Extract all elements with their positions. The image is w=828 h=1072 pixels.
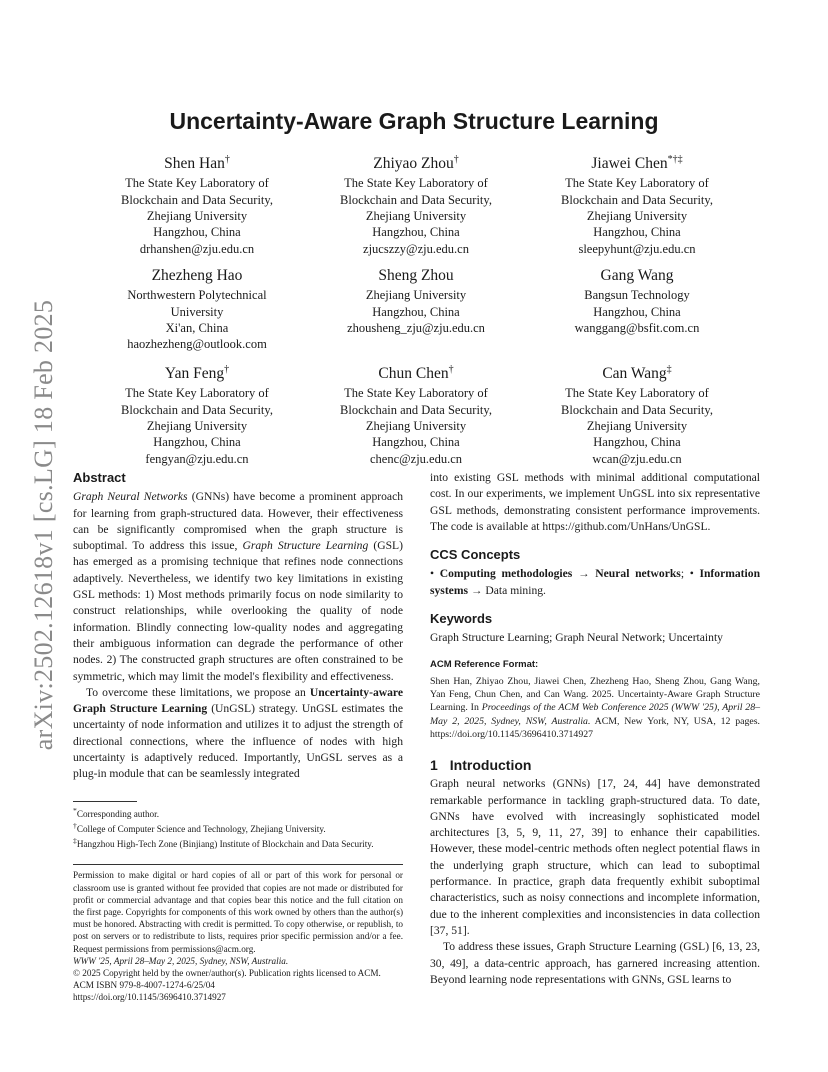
abstract-heading: Abstract — [73, 470, 126, 485]
affiliation-line: Blockchain and Data Security, — [121, 402, 273, 417]
abstract-paragraph-2 — [73, 685, 403, 783]
reference-format: Shen Han, Zhiyao Zhou, Jiawei Chen, Zhezheng Hao, Sheng Zhou, Gang Wang, Yan Feng, Chun Chen, and Can Wang. 2025. Uncertainty-Aware Graph Structure Learning. In Proceedings of the ACM Web Conference 2025 (WWW '25), April 28–May 2, 2025, Sydney, NSW, Australia. ACM, New York, NY, USA, 12 pages. https://doi.org/10.1145/3696410.3714927 — [430, 675, 761, 740]
author-name: Zhezheng Hao — [151, 267, 243, 285]
author-card — [311, 262, 521, 336]
paper-title: Uncertainty-Aware Graph Structure Learning — [169, 108, 659, 134]
copyright-line: © 2025 Copyright held by the owner/author(s). Publication rights licensed to ACM. — [73, 968, 381, 979]
author-name: Sheng Zhou — [378, 267, 454, 285]
footnote — [73, 820, 403, 835]
author-email[interactable]: sleepyhunt@zju.edu.cn — [578, 241, 696, 256]
affiliation-line: Hangzhou, China — [372, 225, 460, 240]
affiliation-line: Xi'an, China — [165, 320, 229, 335]
affiliation-line: The State Key Laboratory of — [344, 386, 488, 401]
author-name: Zhiyao Zhou — [373, 155, 454, 173]
abstract-text: To overcome these limitations, we propose an — [86, 685, 310, 699]
affiliation-line: Bangsun Technology — [584, 288, 690, 303]
left-column — [73, 470, 403, 1004]
doi-link[interactable]: https://doi.org/10.1145/3696410.3714927 — [73, 992, 226, 1003]
arxiv-identifier: arXiv:2502.12618v1 [cs.LG] 18 Feb 2025 — [29, 299, 58, 751]
footnote-mark: ‡ — [73, 836, 77, 846]
venue-line: WWW '25, April 28–May 2, 2025, Sydney, NSW, Australia. — [73, 955, 289, 966]
author-name: Yan Feng — [164, 365, 225, 383]
affiliation-line: Zhejiang University — [365, 288, 467, 303]
abstract-text: (UnGSL) strategy. UnGSL estimates the uncertainty of node information and utilizes it to adjust the strength of directional connections, where the influence of nodes with high uncertainty is adaptively reduced. Importantly, UnGSL serves as a plug-in module that can be seamlessly integrated — [73, 702, 403, 781]
affiliation-line: Hangzhou, China — [593, 435, 681, 450]
ccs-concepts: • Computing methodologies → Neural networks; • Information systems → Data mining. — [430, 567, 761, 597]
affiliation-line: Blockchain and Data Security, — [561, 192, 713, 207]
affiliation-line: The State Key Laboratory of — [565, 176, 709, 191]
author-card — [311, 360, 521, 467]
permission-rule — [73, 864, 403, 865]
affiliation-line: Blockchain and Data Security, — [340, 402, 492, 417]
author-email[interactable]: fengyan@zju.edu.cn — [145, 451, 249, 466]
affiliation-line: University — [170, 304, 224, 319]
abstract-text: (GSL) has emerged as a promising technique that refines node connections adaptively. Nevertheless, we identify two key limitations in existing GSL methods: 1) Most methods primarily focus on node similarity to construct relationships, while overlooking the quality of node information. Blindly connecting low-quality nodes and aggregating their ambiguous information can degrade the performance of other nodes. 2) The constructed graph structures are often constrained to be symmetric, which may limit the model's flexibility and effectiveness. — [73, 539, 403, 683]
affiliation-line: Hangzhou, China — [372, 435, 460, 450]
intro-paragraph-2: To address these issues, Graph Structure Learning (GSL) [6, 13, 23, 30, 49], a data-centric approach, has garnered increasing attention. Beyond learning node representations with GNNs, GSL learns to — [430, 940, 760, 986]
affiliation-line: Hangzhou, China — [593, 304, 681, 319]
keywords-heading: Keywords — [430, 611, 493, 627]
affiliation-line: Hangzhou, China — [372, 304, 460, 319]
affiliation-line: Zhejiang University — [365, 418, 467, 433]
author-card — [92, 262, 302, 353]
affiliation-line: Zhejiang University — [586, 208, 688, 223]
affiliation-line: Zhejiang University — [586, 418, 688, 433]
author-name: Gang Wang — [600, 267, 674, 285]
footnote-mark: † — [73, 820, 77, 830]
affiliation-line: Blockchain and Data Security, — [121, 192, 273, 207]
arxiv-side-label-wrap — [26, 290, 62, 760]
intro-heading: 1 Introduction — [430, 756, 532, 773]
author-mark: † — [224, 154, 230, 165]
affiliation-line: Hangzhou, China — [153, 225, 241, 240]
footnote-rule — [73, 801, 137, 802]
affiliation-line: Blockchain and Data Security, — [561, 402, 713, 417]
author-name: Chun Chen — [378, 365, 449, 383]
author-mark: † — [448, 364, 454, 375]
affiliation-line: The State Key Laboratory of — [565, 386, 709, 401]
footnote-text: College of Computer Science and Technology, Zhejiang University. — [76, 823, 326, 834]
footnote-mark: * — [73, 805, 77, 815]
author-name: Jiawei Chen — [591, 155, 668, 173]
term-gnn: Graph Neural Networks — [73, 490, 188, 504]
author-mark: *†‡ — [667, 154, 683, 165]
affiliation-line: The State Key Laboratory of — [125, 386, 269, 401]
author-email[interactable]: chenc@zju.edu.cn — [369, 451, 463, 466]
author-mark: † — [224, 364, 230, 375]
affiliation-line: The State Key Laboratory of — [125, 176, 269, 191]
footnote-text: Hangzhou High-Tech Zone (Binjiang) Institute of Blockchain and Data Security. — [76, 839, 374, 850]
affiliation-line: The State Key Laboratory of — [344, 176, 488, 191]
affiliation-line: Blockchain and Data Security, — [340, 192, 492, 207]
author-email[interactable]: zhousheng_zju@zju.edu.cn — [347, 320, 485, 335]
author-name: Shen Han — [164, 155, 225, 173]
permission-block — [73, 869, 403, 1003]
ccs-heading: CCS Concepts — [430, 547, 521, 563]
author-card — [532, 262, 742, 336]
author-email[interactable]: zjucszzy@zju.edu.cn — [363, 241, 469, 256]
author-card — [532, 360, 742, 467]
author-mark: † — [453, 154, 459, 165]
abstract-paragraph-3: into existing GSL methods with minimal additional computational cost. In our experiments, we implement UnGSL into six representative GSL methods, demonstrating consistent performance improvements. The code is available at https://github.com/UnHans/UnGSL. — [430, 471, 760, 533]
author-email[interactable]: wanggang@bsfit.com.cn — [574, 320, 700, 335]
abstract-text: (GNNs) have become a prominent approach for learning from graph-structured data. However, their effectiveness can be significantly compromised when the graph structure is suboptimal. To address this issue, — [73, 490, 404, 553]
affiliation-line: Zhejiang University — [146, 418, 248, 433]
author-name: Can Wang — [602, 365, 667, 383]
author-card — [92, 360, 302, 467]
keywords-text: Graph Structure Learning; Graph Neural Network; Uncertainty — [430, 631, 723, 645]
permission-text: Permission to make digital or hard copies of all or part of this work for personal or classroom use is granted without fee provided that copies are not made or distributed for profit or commercial advantage and that copies bear this notice and the full citation on the first page. Copyrights for components of this work owned by others than the author(s) must be honored. Abstracting with credit is permitted. To copy otherwise, or republish, to post on servers or to redistribute to lists, requires prior specific permission and/or a fee. Request permissions from permissions@acm.org. — [73, 870, 403, 954]
affiliation-line: Zhejiang University — [146, 208, 248, 223]
author-card — [92, 150, 302, 257]
footnotes — [73, 805, 403, 851]
isbn-line: ACM ISBN 979-8-4007-1274-6/25/04 — [73, 980, 215, 991]
author-email[interactable]: haozhezheng@outlook.com — [127, 337, 267, 352]
footnote — [73, 835, 403, 850]
term-gsl: Graph Structure Learning — [242, 539, 369, 553]
affiliation-line: Hangzhou, China — [153, 435, 241, 450]
author-card — [532, 150, 742, 257]
reference-heading: ACM Reference Format: — [430, 658, 539, 670]
affiliation-line: Zhejiang University — [365, 208, 467, 223]
affiliation-line: Northwestern Polytechnical — [127, 288, 267, 303]
author-mark: ‡ — [666, 364, 672, 375]
author-card — [311, 150, 521, 257]
author-email[interactable]: wcan@zju.edu.cn — [592, 451, 682, 466]
abstract-paragraph-1 — [73, 489, 403, 685]
affiliation-line: Hangzhou, China — [593, 225, 681, 240]
term-ungsl: Uncertainty-aware Graph Structure Learning — [73, 685, 403, 716]
intro-paragraph-1: Graph neural networks (GNNs) [17, 24, 44] have demonstrated remarkable performance in tackling graph-structured data. To date, GNNs have evolved with increasingly sophisticated model architectures [3, 5, 9, 11, 27, 39] to enhance their capabilities. However, these model-centric methods often neglect potential flaws in the underlying graph structure, which can lead to suboptimal performance. In practice, graph data frequently exhibit suboptimal characteristics, such as noisy connections and incomplete information, due to the inherent complexities and inconsistencies in data collection [37, 51]. — [430, 777, 760, 937]
footnote — [73, 805, 403, 820]
footnote-text: Corresponding author. — [76, 808, 159, 819]
author-email[interactable]: drhanshen@zju.edu.cn — [139, 241, 255, 256]
right-column — [430, 470, 760, 988]
